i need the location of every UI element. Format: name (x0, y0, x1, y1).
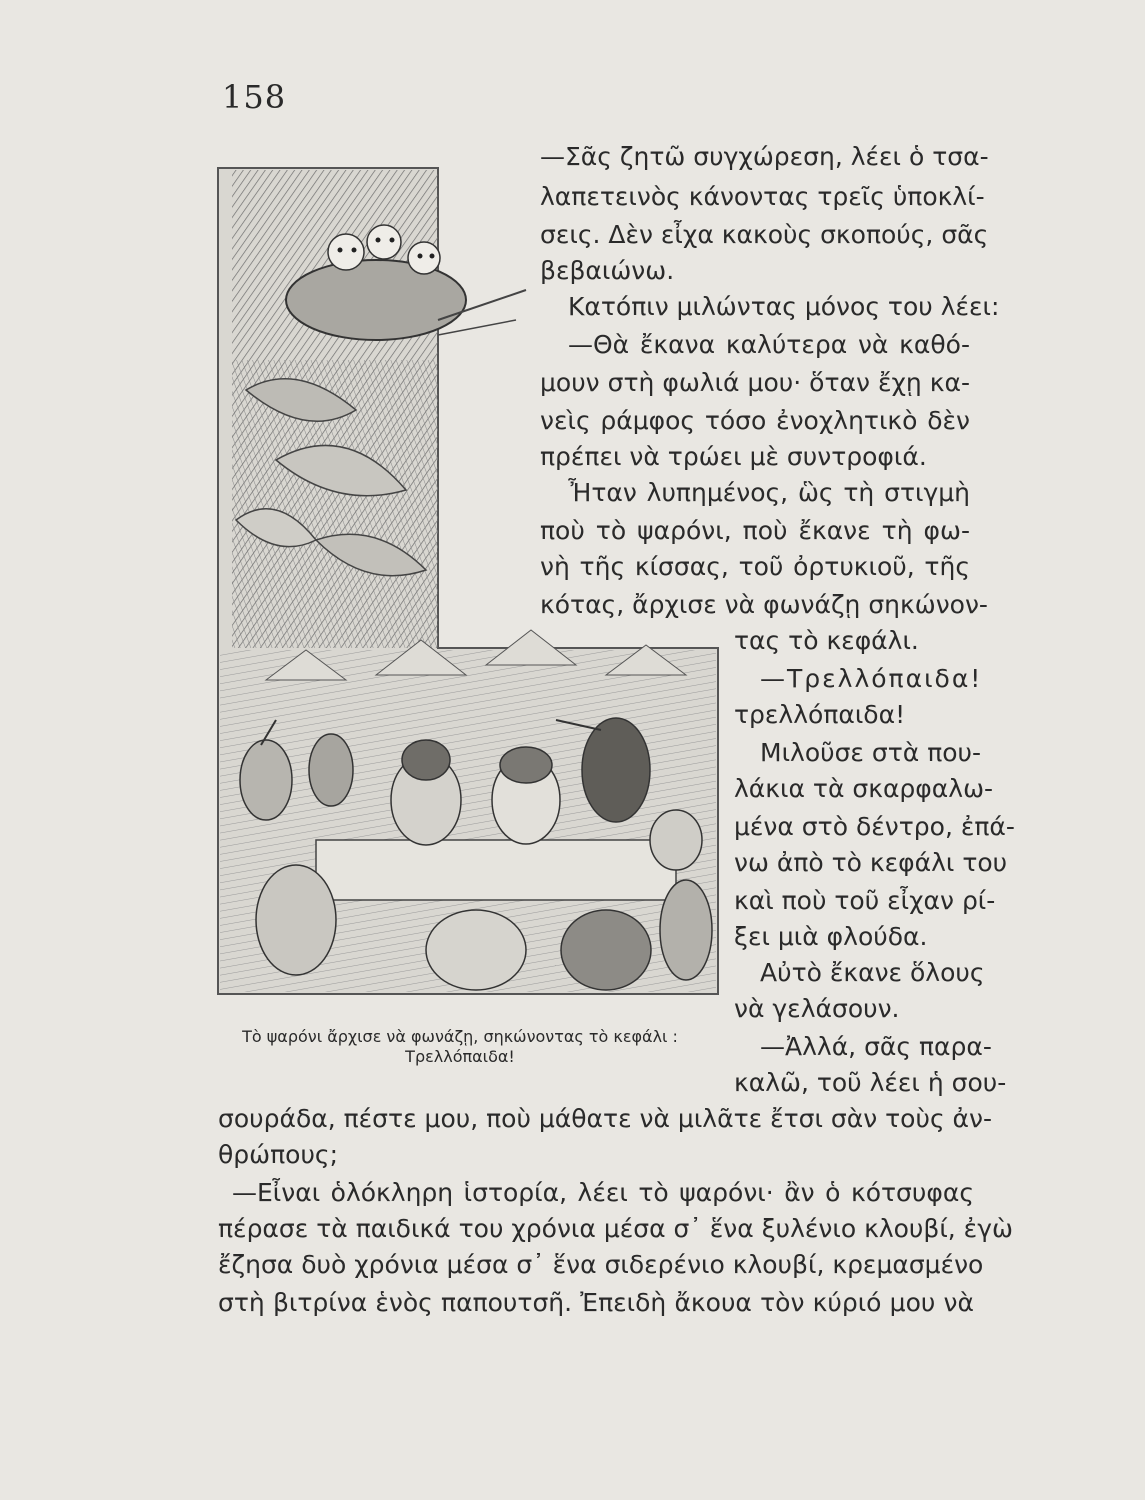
text-line: —Θὰ ἔκανα καλύτερα νὰ καθό- (568, 330, 970, 359)
text-line: τρελλόπαιδα! (734, 700, 906, 729)
text-line: νὰ γελάσουν. (734, 994, 900, 1023)
text-line: σουράδα, πέστε μου, ποὺ μάθατε νὰ μιλᾶτε ἔτσι σὰν τοὺς ἀν- (218, 1104, 993, 1133)
text-line: Κατόπιν μιλώντας μόνος του λέει: (568, 292, 1000, 321)
text-line: βεβαιώνω. (540, 256, 675, 285)
text-line: πρέπει νὰ τρώει μὲ συντροφιά. (540, 442, 927, 471)
text-line: νεὶς ράμφος τόσο ἐνοχλητικὸ δὲν (540, 406, 970, 435)
page-number: 158 (222, 78, 287, 116)
text-line: μουν στὴ φωλιά μου· ὅταν ἔχῃ κα- (540, 368, 970, 397)
text-line: λαπετεινὸς κάνοντας τρεῖς ὑποκλί- (540, 182, 985, 211)
text-line: καλῶ, τοῦ λέει ἡ σου- (734, 1068, 1007, 1097)
text-line: τας τὸ κεφάλι. (734, 626, 919, 655)
text-line: θρώπους; (218, 1140, 339, 1169)
text-line: κότας, ἄρχισε νὰ φωνάζῃ σηκώνον- (540, 590, 988, 619)
text-line: ποὺ τὸ ψαρόνι, ποὺ ἔκανε τὴ φω- (540, 516, 970, 545)
text-line: Μιλοῦσε στὰ που- (760, 738, 982, 767)
text-line: καὶ ποὺ τοῦ εἶχαν ρί- (734, 886, 996, 915)
caption-line: Τὸ ψαρόνι ἄρχισε νὰ φωνάζῃ, σηκώνοντας τὸ κεφάλι : (242, 1027, 678, 1046)
text-line: στὴ βιτρίνα ἑνὸς παπουτσῆ. Ἐπειδὴ ἄκουα τὸν κύριό μου νὰ (218, 1288, 974, 1317)
text-line: ἔζησα δυὸ χρόνια μέσα σ᾽ ἕνα σιδερένιο κλουβί, κρεμασμένο (218, 1250, 984, 1279)
text-line: λάκια τὰ σκαρφαλω- (734, 774, 994, 803)
text-line: ξει μιὰ φλούδα. (734, 922, 928, 951)
text-line: σεις. Δὲν εἶχα κακοὺς σκοπούς, σᾶς (540, 220, 989, 249)
text-line: Αὐτὸ ἔκανε ὅλους (760, 958, 985, 987)
text-line: —Σᾶς ζητῶ συγχώρεση, λέει ὁ τσα- (540, 142, 989, 171)
text-line: —Εἶναι ὁλόκληρη ἱστορία, λέει τὸ ψαρόνι· ἂν ὁ κότσυφας (232, 1178, 974, 1207)
text-line: νω ἀπὸ τὸ κεφάλι του (734, 848, 1008, 877)
text-line: —Τρελλόπαιδα! (760, 664, 983, 693)
text-line: νὴ τῆς κίσσας, τοῦ ὀρτυκιοῦ, τῆς (540, 552, 970, 581)
text-line: μένα στὸ δέντρο, ἐπά- (734, 812, 1015, 841)
text-line: πέρασε τὰ παιδικά του χρόνια μέσα σ᾽ ἕνα ξυλένιο κλουβί, ἐγὼ (218, 1214, 1013, 1243)
caption-line: Τρελλόπαιδα! (405, 1047, 515, 1066)
text-line: Ἦταν λυπημένος, ὣς τὴ στιγμὴ (568, 478, 970, 507)
text-line: —Ἀλλά, σᾶς παρα- (760, 1032, 992, 1061)
